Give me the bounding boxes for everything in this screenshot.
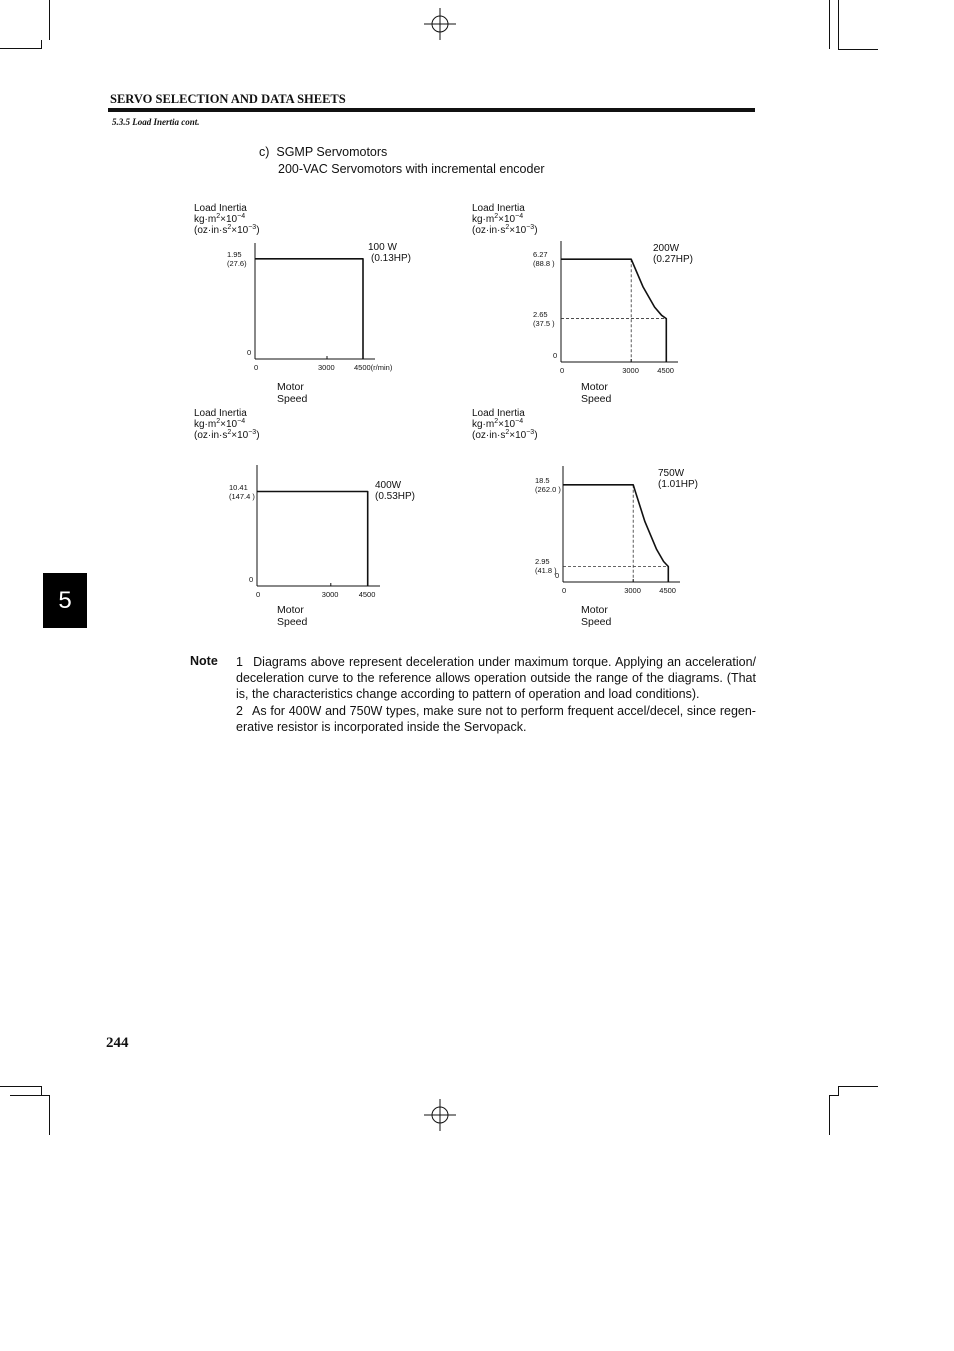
y-axis-label [194, 408, 260, 441]
series-sublabel: (1.01HP) [658, 479, 699, 490]
x-axis-label: Motor Speed [581, 604, 612, 628]
y-tick-label: 18.5 [535, 475, 550, 485]
y-tick-label: 10.41 [229, 482, 248, 492]
y-axis-label-line: Load Inertia [194, 203, 247, 214]
y-tick-label-alt: (147.4 ) [229, 491, 255, 501]
y-axis-unit-line: $(oz\cdot in\cdot s^2\times 10^{-3})$ [194, 224, 260, 236]
crop-mark [838, 1086, 878, 1087]
series-sublabel: (0.53HP) [375, 491, 416, 502]
series-line [563, 485, 668, 582]
y-axis-unit-line: $(oz\cdot in\cdot s^2\times 10^{-3})$ [472, 224, 538, 236]
y-axis-unit-line: $kg\cdot m^2\times 10^{-4}$ [194, 213, 246, 225]
y-tick-label: 0 [553, 351, 558, 360]
y-axis-label-line: Load Inertia [472, 408, 525, 419]
y-axis-unit-line: $kg\cdot m^2\times 10^{-4}$ [194, 418, 246, 430]
series-line [255, 259, 363, 359]
note-text: As for 400W and 750W types, make sure not to perform frequent accel/decel, since regen- erative resistor is incorporated inside the Servopack. [236, 704, 756, 734]
y-tick-label-alt: (41.8 ) [535, 566, 557, 576]
y-axis-unit-line: $(oz\cdot in\cdot s^2\times 10^{-3})$ [472, 429, 538, 441]
crop-mark [838, 49, 878, 50]
subsection-title: 5.3.5 Load Inertia cont. [112, 117, 200, 127]
chapter-tab: 5 [43, 573, 87, 628]
x-tick-label: 3000 [321, 590, 339, 599]
y-tick-label: 1.95 [227, 249, 242, 259]
chart-plot [251, 459, 386, 592]
note-number: 1 [236, 655, 243, 669]
series-sublabel: (0.13HP) [371, 253, 412, 264]
chart-plot [249, 237, 381, 365]
crop-mark [41, 40, 42, 49]
series-label: 200W [653, 243, 680, 254]
crop-mark [829, 1095, 839, 1096]
x-tick-label: 3000 [624, 586, 641, 595]
y-axis-label-line: Load Inertia [472, 203, 525, 214]
x-tick-label: 3000 [622, 366, 639, 375]
x-tick-label: 4500 [659, 586, 676, 595]
header-title: SERVO SELECTION AND DATA SHEETS [110, 92, 346, 106]
y-axis-label [472, 408, 538, 441]
series-line [257, 492, 368, 587]
registration-mark-bottom [424, 1099, 456, 1131]
y-axis-label [194, 203, 260, 236]
crop-mark [49, 1095, 50, 1135]
series-sublabel: (0.27HP) [653, 254, 694, 265]
y-tick-label: 0 [247, 348, 252, 357]
crop-mark [0, 48, 41, 49]
section-line2: 200-VAC Servomotors with incremental encoder [278, 162, 545, 176]
y-tick-label: 0 [555, 571, 560, 580]
y-tick-label-alt: (27.6) [227, 258, 247, 268]
x-tick-label: 4500 [657, 366, 674, 375]
y-tick-label-alt: (88.8 ) [533, 259, 555, 269]
y-tick-label-alt: (262.0 ) [535, 484, 561, 494]
y-axis-unit-line: $(oz\cdot in\cdot s^2\times 10^{-3})$ [194, 429, 260, 441]
x-tick-label: 0 [254, 363, 259, 372]
x-tick-label: 3000 [318, 363, 335, 372]
y-tick-label: 0 [249, 575, 254, 584]
section-marker: c) [259, 145, 270, 159]
note-label: Note [190, 654, 218, 668]
y-tick-label: 2.95 [535, 557, 550, 567]
y-axis-label [472, 203, 538, 236]
note-number: 2 [236, 704, 243, 718]
note-text: Diagrams above represent deceleration under maximum torque. Applying an acceleration/ deceleration curve to the reference allows operation outside the range of the diagrams. (That is, the characteristics change according to pattern of operation and load conditions). [236, 655, 756, 701]
x-tick-label: 4500(r/min) [354, 363, 393, 372]
x-axis-label: Motor Speed [277, 381, 308, 405]
crop-mark [10, 1095, 50, 1096]
section-heading [259, 144, 545, 178]
series-label: 400W [375, 480, 402, 491]
x-tick-label: 0 [560, 366, 565, 375]
header-rule [108, 108, 755, 112]
note-item [236, 703, 756, 735]
y-tick-label-alt: (37.5 ) [533, 318, 555, 328]
section-line1: SGMP Servomotors [276, 145, 388, 159]
crop-mark [838, 0, 839, 50]
x-axis-label: Motor Speed [581, 381, 612, 405]
crop-mark [0, 1086, 41, 1087]
crop-mark [829, 0, 830, 49]
x-axis-label: Motor Speed [277, 604, 308, 628]
y-axis-label-line: Load Inertia [194, 408, 247, 419]
crop-mark [829, 1095, 830, 1135]
y-tick-label: 6.27 [533, 250, 548, 260]
y-axis-unit-line: $kg\cdot m^2\times 10^{-4}$ [472, 418, 524, 430]
page-number: 244 [106, 1035, 129, 1051]
x-tick-label: 4500 [358, 590, 376, 599]
note-item [236, 654, 756, 702]
series-line [561, 259, 666, 362]
registration-mark-top [424, 8, 456, 40]
crop-mark [49, 0, 50, 40]
x-tick-label: 0 [256, 590, 261, 599]
x-tick-label: 0 [562, 586, 567, 595]
y-tick-label: 2.65 [533, 309, 548, 319]
series-label: 100 W [368, 242, 397, 253]
y-axis-unit-line: $kg\cdot m^2\times 10^{-4}$ [472, 213, 524, 225]
series-label: 750W [658, 468, 685, 479]
